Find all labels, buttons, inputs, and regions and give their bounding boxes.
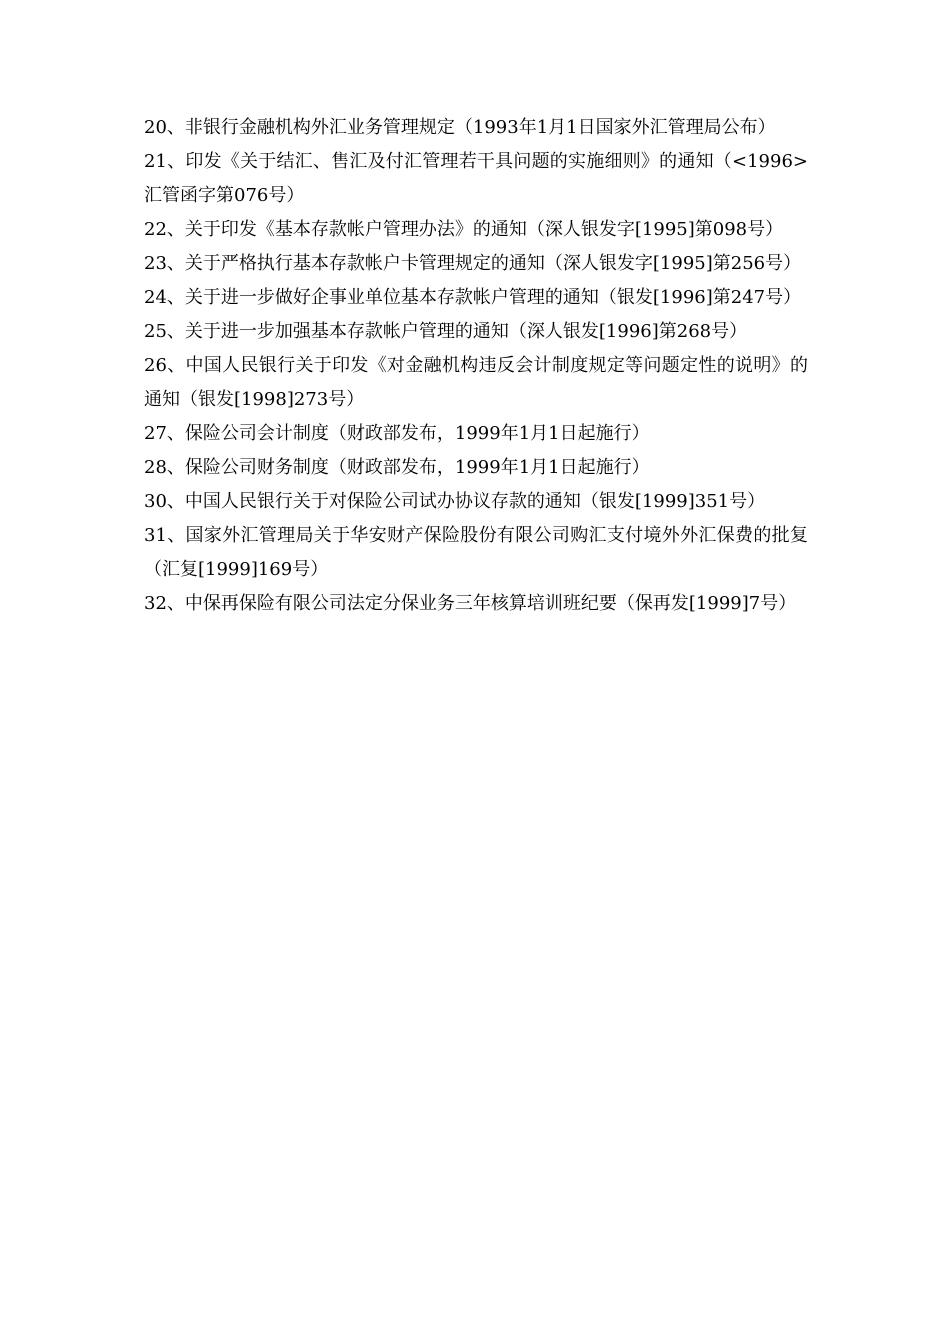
list-item: 26、中国人民银行关于印发《对金融机构违反会计制度规定等问题定性的说明》的通知（银发[1998]273号）: [144, 355, 808, 410]
list-item: 30、中国人民银行关于对保险公司试办协议存款的通知（银发[1999]351号）: [144, 491, 766, 512]
list-item: 32、中保再保险有限公司法定分保业务三年核算培训班纪要（保再发[1999]7号）: [144, 593, 797, 614]
list-item: 27、保险公司会计制度（财政部发布，1999年1月1日起施行）: [144, 423, 650, 444]
list-item: 23、关于严格执行基本存款帐户卡管理规定的通知（深人银发字[1995]第256号）: [144, 253, 802, 274]
list-item: 31、国家外汇管理局关于华安财产保险股份有限公司购汇支付境外外汇保费的批复（汇复[1999]169号）: [144, 525, 808, 580]
list-item: 21、印发《关于结汇、售汇及付汇管理若干具问题的实施细则》的通知（<1996>汇管函字第076号）: [144, 151, 808, 206]
list-item: 28、保险公司财务制度（财政部发布，1999年1月1日起施行）: [144, 457, 650, 478]
regulation-list: [144, 111, 808, 621]
list-item: 25、关于进一步加强基本存款帐户管理的通知（深人银发[1996]第268号）: [144, 321, 748, 342]
list-item: 22、关于印发《基本存款帐户管理办法》的通知（深人银发字[1995]第098号）: [144, 219, 784, 240]
list-item: 24、关于进一步做好企事业单位基本存款帐户管理的通知（银发[1996]第247号）: [144, 287, 802, 308]
list-item: 20、非银行金融机构外汇业务管理规定（1993年1月1日国家外汇管理局公布）: [144, 117, 776, 138]
